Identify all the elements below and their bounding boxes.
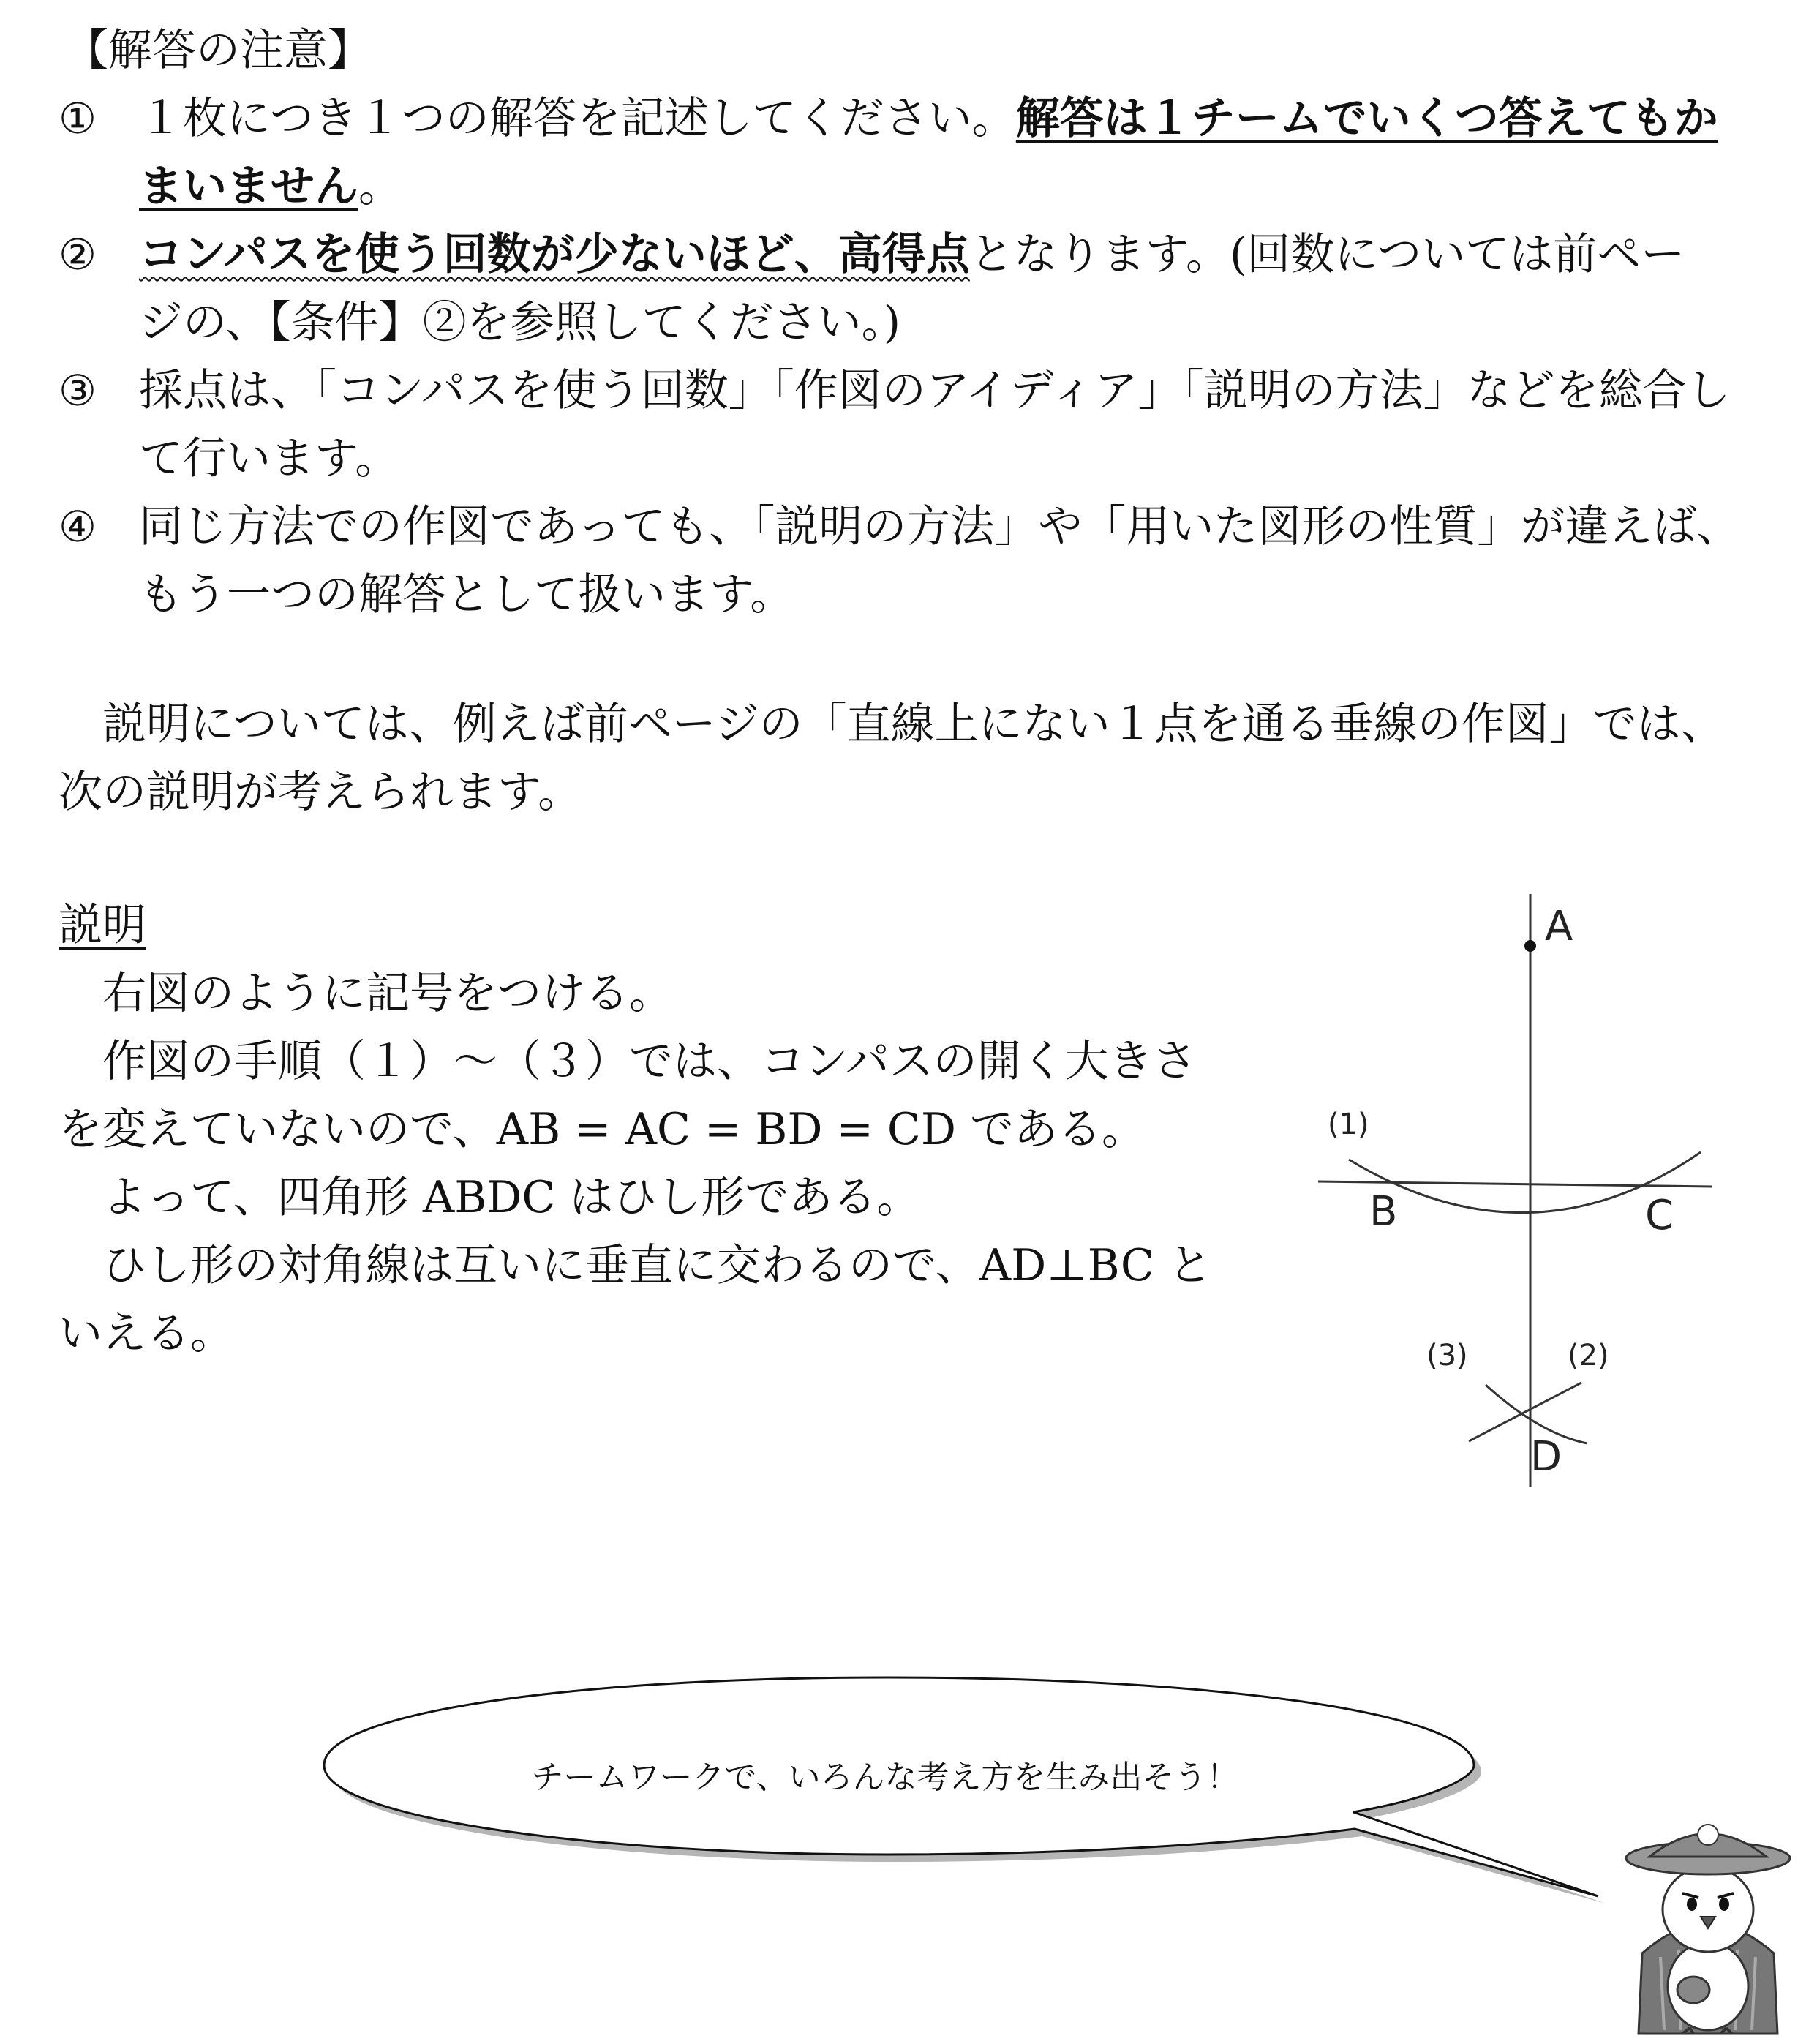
bird-mascot-icon bbox=[1609, 1814, 1807, 2034]
item-3-line-2: て行います。 bbox=[139, 433, 399, 484]
point-a-label: A bbox=[1545, 903, 1573, 950]
item-1-text: １枚につき１つの解答を記述してください。 bbox=[139, 93, 1016, 144]
item-4-number: ④ bbox=[59, 502, 97, 552]
item-2-emphasis: コンパスを使う回数が少ないほど、高得点 bbox=[139, 229, 970, 280]
explanation-heading: 説明 bbox=[59, 900, 146, 951]
notes-heading: 【解答の注意】 bbox=[64, 25, 372, 76]
explanation-line-5: ひし形の対角線は互いに垂直に交わるので、AD⊥BC と bbox=[102, 1240, 1212, 1291]
item-3-number: ③ bbox=[59, 366, 97, 416]
speech-bubble-text: チームワークで、いろんな考え方を生み出そう！ bbox=[531, 1759, 1239, 1796]
item-1-emphasis: 解答は１チームでいくつ答えてもか bbox=[1015, 93, 1718, 144]
intro-line-1: 説明については、例えば前ページの「直線上にない１点を通る垂線の作図」では、 bbox=[102, 699, 1725, 750]
explanation-line-2: 作図の手順（１）～（３）では、コンパスの開く大きさ bbox=[102, 1036, 1197, 1087]
item-2-number: ② bbox=[59, 230, 97, 279]
explanation-line-6: いえる。 bbox=[59, 1308, 234, 1359]
item-3-line-1: 採点は、「コンパスを使う回数」「作図のアイディア」「説明の方法」などを総合し bbox=[139, 365, 1731, 416]
item-4-line-1: 同じ方法での作図であっても、「説明の方法」や「用いた図形の性質」が違えば、 bbox=[139, 501, 1741, 552]
item-1-text-end: 。 bbox=[358, 161, 402, 212]
item-1-number: ① bbox=[59, 94, 97, 143]
point-c-label: C bbox=[1645, 1192, 1674, 1239]
step-1-label: (1) bbox=[1328, 1108, 1369, 1141]
item-1-emphasis-cont: まいません bbox=[139, 161, 358, 212]
point-d-label: D bbox=[1530, 1433, 1562, 1481]
step-2-label: (2) bbox=[1568, 1339, 1609, 1372]
explanation-line-3: を変えていないので、AB = AC = BD = CD である。 bbox=[59, 1104, 1146, 1155]
step-3-label: (3) bbox=[1426, 1339, 1468, 1372]
item-2-text: となります。(回数については前ペー bbox=[969, 229, 1685, 280]
explanation-line-1: 右図のように記号をつける。 bbox=[102, 968, 673, 1019]
intro-line-2: 次の説明が考えられます。 bbox=[59, 767, 582, 818]
explanation-line-4: よって、四角形 ABDC はひし形である。 bbox=[102, 1172, 921, 1223]
point-b-label: B bbox=[1369, 1188, 1398, 1236]
item-4-line-2: もう一つの解答として扱います。 bbox=[139, 569, 794, 620]
item-2-line-2: ジの、【条件】②を参照してください。) bbox=[139, 297, 901, 348]
